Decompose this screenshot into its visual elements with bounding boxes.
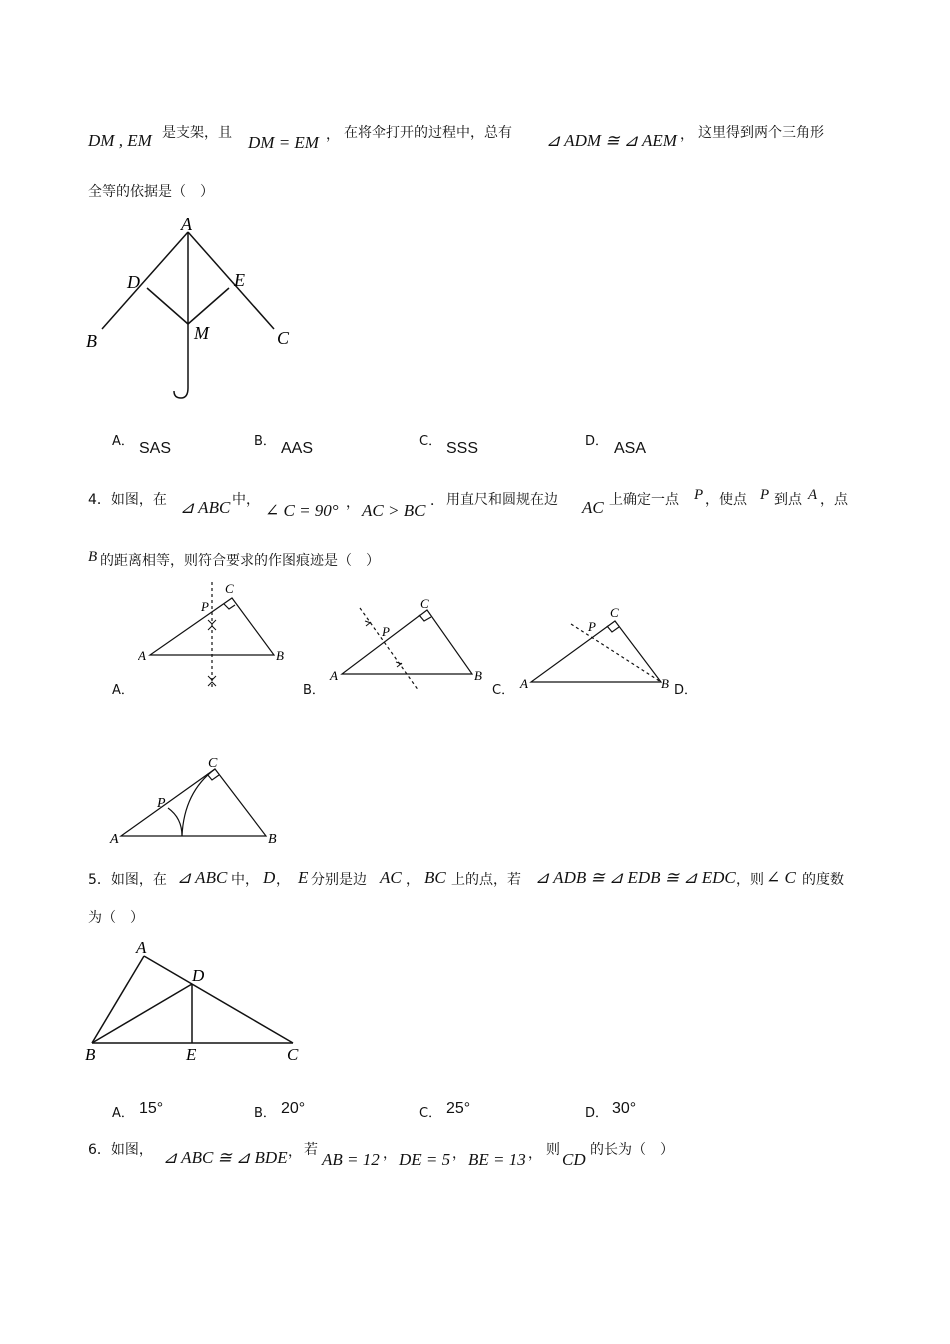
label-c: C bbox=[610, 605, 619, 620]
q4-text-make: ，使点 bbox=[705, 492, 747, 508]
q6-number: 6．如图， bbox=[88, 1142, 153, 1158]
q5-option-b-value: 20° bbox=[281, 1100, 306, 1117]
q5-figure bbox=[80, 935, 310, 1070]
q4-number: 4．如图，在 bbox=[88, 492, 167, 508]
support-dm bbox=[147, 288, 188, 324]
dashed-line bbox=[571, 624, 661, 682]
q4-edge-ac: AC bbox=[582, 498, 604, 517]
label-e: E bbox=[186, 1045, 197, 1064]
q6-comma: ， bbox=[528, 1146, 542, 1162]
q4-text-determine: 上确定一点 bbox=[609, 492, 679, 508]
label-m: M bbox=[194, 323, 209, 343]
q5-sep: ， bbox=[276, 872, 290, 888]
q5-angle-c: ∠ C bbox=[766, 868, 796, 887]
q4-point-b: B bbox=[88, 549, 98, 565]
q5-option-c-value: 25° bbox=[446, 1100, 471, 1117]
q6-text-if: 若 bbox=[304, 1142, 318, 1158]
q3-option-c-value: SSS bbox=[446, 440, 479, 457]
label-a: A bbox=[110, 832, 119, 847]
q5-point-d: D bbox=[263, 868, 276, 887]
q4-figure-d bbox=[108, 752, 288, 850]
q5-point-e: E bbox=[298, 868, 309, 887]
label-c: C bbox=[287, 1045, 299, 1064]
q5-text-then: ，则 bbox=[736, 872, 764, 888]
q4-option-c-letter: C． bbox=[492, 683, 515, 698]
q4-triangle-abc: ⊿ ABC bbox=[180, 498, 231, 517]
label-a: A bbox=[181, 214, 192, 234]
q5-option-d-letter: D． bbox=[585, 1106, 609, 1121]
label-b: B bbox=[474, 668, 482, 683]
q5-sep: ， bbox=[406, 872, 420, 888]
label-e: E bbox=[234, 270, 245, 290]
q4-point-p: P bbox=[760, 487, 770, 503]
label-a: A bbox=[138, 648, 146, 663]
q6-comma: ， bbox=[383, 1146, 397, 1162]
segment-bd bbox=[92, 984, 192, 1043]
q3-option-b-value: AAS bbox=[281, 440, 314, 457]
label-p: P bbox=[382, 624, 390, 639]
q4-text-zhong: 中， bbox=[232, 492, 260, 508]
q3-comma: ， bbox=[326, 127, 340, 143]
q3-text-support: 是支架，且 bbox=[162, 125, 232, 141]
q6-comma: ， bbox=[288, 1144, 302, 1160]
q3-dm-eq-em: DM = EM bbox=[248, 133, 319, 152]
q5-option-c-letter: C． bbox=[419, 1106, 442, 1121]
q5-option-d-value: 30° bbox=[612, 1100, 637, 1117]
label-b: B bbox=[86, 331, 97, 351]
q4-text-point: ，点 bbox=[820, 492, 848, 508]
q5-text-points: 上的点，若 bbox=[451, 872, 521, 888]
q6-comma: ， bbox=[452, 1146, 466, 1162]
q6-congruence: ⊿ ABC ≅ ⊿ BDE bbox=[163, 1148, 288, 1167]
q4-angle-c: ∠ C = 90° bbox=[265, 501, 339, 520]
q5-triangle-abc: ⊿ ABC bbox=[177, 868, 228, 887]
q4-period: ． bbox=[430, 493, 444, 509]
dashed-bisector bbox=[360, 608, 419, 691]
q4-figure-b bbox=[326, 594, 486, 694]
q5-number: 5．如图，在 bbox=[88, 872, 167, 888]
q3-text-two-triangles: 这里得到两个三角形 bbox=[698, 125, 824, 141]
q3-option-b-letter: B． bbox=[254, 434, 276, 449]
q5-edge-bc: BC bbox=[424, 868, 446, 887]
q6-de-value: DE = 5 bbox=[399, 1150, 451, 1169]
label-b: B bbox=[268, 832, 277, 847]
q4-text-ruler: 用直尺和圆规在边 bbox=[446, 492, 558, 508]
q5-text-respectively: 分别是边 bbox=[311, 872, 367, 888]
label-c: C bbox=[225, 581, 234, 596]
construction-arc-1 bbox=[168, 808, 182, 836]
q3-congruence: ⊿ ADM ≅ ⊿ AEM bbox=[546, 131, 677, 150]
label-c: C bbox=[277, 328, 290, 348]
label-p: P bbox=[588, 619, 596, 634]
q4-option-d-letter: D． bbox=[674, 683, 698, 698]
q5-option-a-value: 15° bbox=[139, 1100, 164, 1117]
label-p: P bbox=[201, 599, 209, 614]
q4-figure-a bbox=[138, 578, 293, 693]
construction-arc-2 bbox=[182, 769, 215, 836]
label-b: B bbox=[661, 676, 669, 691]
q4-figure-c bbox=[515, 597, 680, 692]
segment-ab bbox=[92, 956, 144, 1043]
support-em bbox=[188, 288, 229, 324]
q3-option-c-letter: C． bbox=[419, 434, 442, 449]
umbrella-rib-right bbox=[188, 232, 274, 329]
label-c: C bbox=[420, 596, 429, 611]
right-angle-mark bbox=[207, 774, 219, 780]
q6-cd: CD bbox=[562, 1150, 586, 1169]
umbrella-rib-left bbox=[102, 232, 188, 329]
right-angle-mark bbox=[224, 604, 235, 609]
right-angle-mark bbox=[607, 626, 619, 632]
label-a: A bbox=[520, 676, 528, 691]
q4-option-a-letter: A． bbox=[112, 683, 134, 698]
q6-text-then: 则 bbox=[546, 1142, 560, 1158]
label-b: B bbox=[276, 648, 284, 663]
q4-text-to: 到点 bbox=[774, 492, 802, 508]
q5-edge-ac: AC bbox=[380, 868, 402, 887]
q4-comma: ， bbox=[346, 495, 360, 511]
label-a: A bbox=[136, 938, 147, 957]
q5-option-a-letter: A． bbox=[112, 1106, 134, 1121]
q5-option-b-letter: B． bbox=[254, 1106, 276, 1121]
q3-option-d-letter: D． bbox=[585, 434, 609, 449]
q3-umbrella-figure bbox=[80, 208, 320, 408]
q3-option-a-value: SAS bbox=[139, 440, 172, 457]
q4-point-p: P bbox=[694, 487, 704, 503]
q3-dm-em: DM , EM bbox=[88, 131, 152, 150]
q5-congruence: ⊿ ADB ≅ ⊿ EDB ≅ ⊿ EDC bbox=[535, 868, 736, 887]
q4-text-distance: 的距离相等，则符合要求的作图痕迹是（ ） bbox=[100, 553, 380, 569]
q5-text-zhong: 中， bbox=[231, 872, 259, 888]
q6-be-value: BE = 13 bbox=[468, 1150, 526, 1169]
label-c: C bbox=[208, 756, 218, 771]
q6-ab-value: AB = 12 bbox=[322, 1150, 380, 1169]
q3-option-d-value: ASA bbox=[614, 440, 647, 457]
q6-text-length: 的长为（ ） bbox=[590, 1142, 674, 1158]
q3-comma: ， bbox=[680, 127, 694, 143]
right-angle-mark bbox=[419, 615, 431, 621]
q4-ac-gt-bc: AC > BC bbox=[362, 501, 426, 520]
label-d: D bbox=[127, 272, 140, 292]
label-p: P bbox=[157, 796, 166, 811]
q4-point-a: A bbox=[808, 487, 818, 503]
q3-option-a-letter: A． bbox=[112, 434, 134, 449]
q5-text-degree: 的度数 bbox=[802, 872, 844, 888]
q3-text-opening: 在将伞打开的过程中，总有 bbox=[344, 125, 512, 141]
umbrella-handle bbox=[174, 388, 188, 398]
q5-line2: 为（ ） bbox=[88, 910, 144, 926]
label-a: A bbox=[330, 668, 338, 683]
label-d: D bbox=[192, 966, 205, 985]
q4-option-b-letter: B． bbox=[303, 683, 325, 698]
q3-line2: 全等的依据是（ ） bbox=[88, 184, 214, 200]
label-b: B bbox=[85, 1045, 96, 1064]
